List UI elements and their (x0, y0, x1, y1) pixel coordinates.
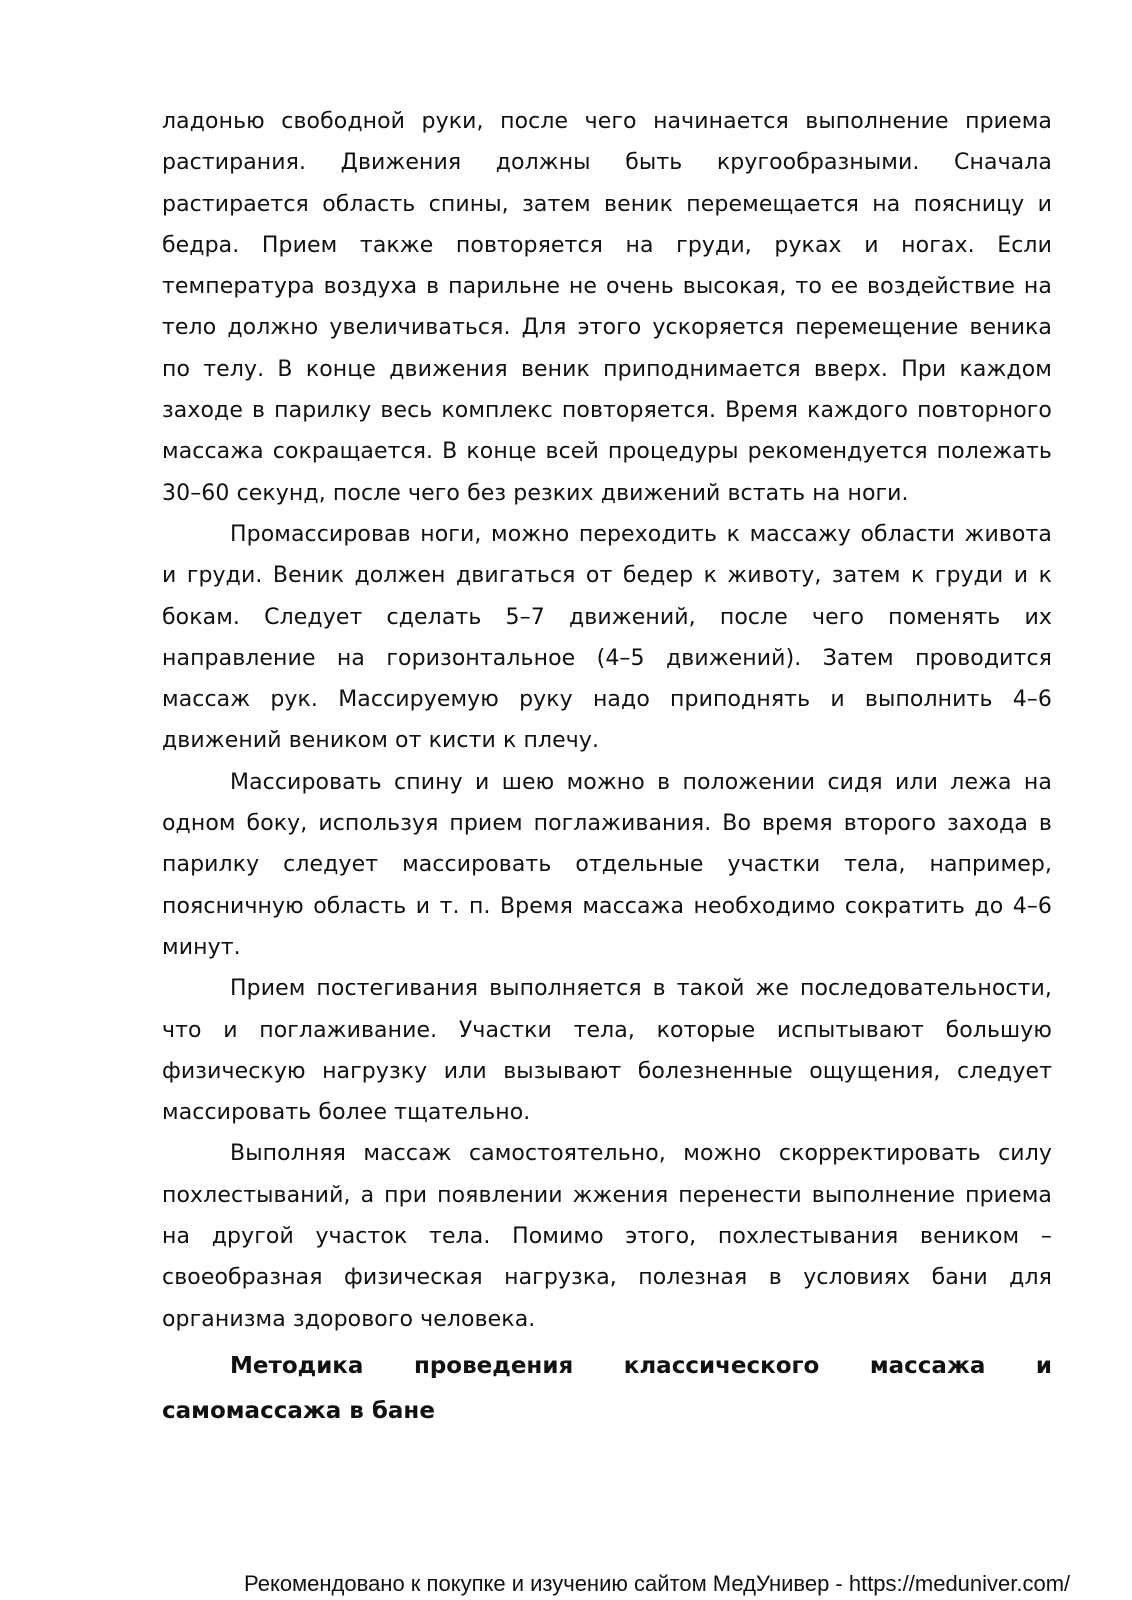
section-heading: Методика проведения классического массажа и самомассажа в бане (162, 1352, 1052, 1424)
document-page (162, 101, 1052, 1434)
paragraph: Выполняя массаж самостоятельно, можно скорректировать силу похлестываний, а при появлении жжения перенести выполнение приема на другой участок тела. Помимо этого, похлестывания веником – своеобразная физическая нагрузка, полезная в условиях бани для организма здорового человека. (162, 1141, 1052, 1332)
paragraph-continuation: ладонью свободной руки, после чего начинается выполнение приема растирания. Движения должны быть кругообразными. Сначала растирается область спины, затем веник перемещается на поясницу и бедра. Прием также повторяется на груди, руках и ногах. Если температура воздуха в парильне не очень высокая, то ее воздействие на тело должно увеличиваться. Для этого ускоряется перемещение веника по телу. В конце движения веник приподнимается вверх. При каждом заходе в парилку весь комплекс повторяется. Время каждого повторного массажа сокращается. В конце всей процедуры рекомендуется полежать 30–60 секунд, после чего без резких движений встать на ноги. (162, 109, 1052, 506)
footer-note: Рекомендовано к покупке и изучению сайтом МедУнивер - https://meduniver.com/ (244, 1571, 1071, 1596)
paragraph: Массировать спину и шею можно в положении сидя или лежа на одном боку, используя прием поглаживания. Во время второго захода в парилку следует массировать отдельные участки тела, например, поясничную область и т. п. Время массажа необходимо сократить до 4–6 минут. (162, 769, 1052, 960)
paragraph: Промассировав ноги, можно переходить к массажу области живота и груди. Веник должен двигаться от бедер к животу, затем к груди и к бокам. Следует сделать 5–7 движений, после чего поменять их направление на горизонтальное (4–5 движений). Затем проводится массаж рук. Массируемую руку надо приподнять и выполнить 4–6 движений веником от кисти к плечу. (162, 521, 1052, 754)
paragraph: Прием постегивания выполняется в такой же последовательности, что и поглаживание. Участки тела, которые испытывают большую физическую нагрузку или вызывают болезненные ощущения, следует массировать более тщательно. (162, 976, 1052, 1126)
